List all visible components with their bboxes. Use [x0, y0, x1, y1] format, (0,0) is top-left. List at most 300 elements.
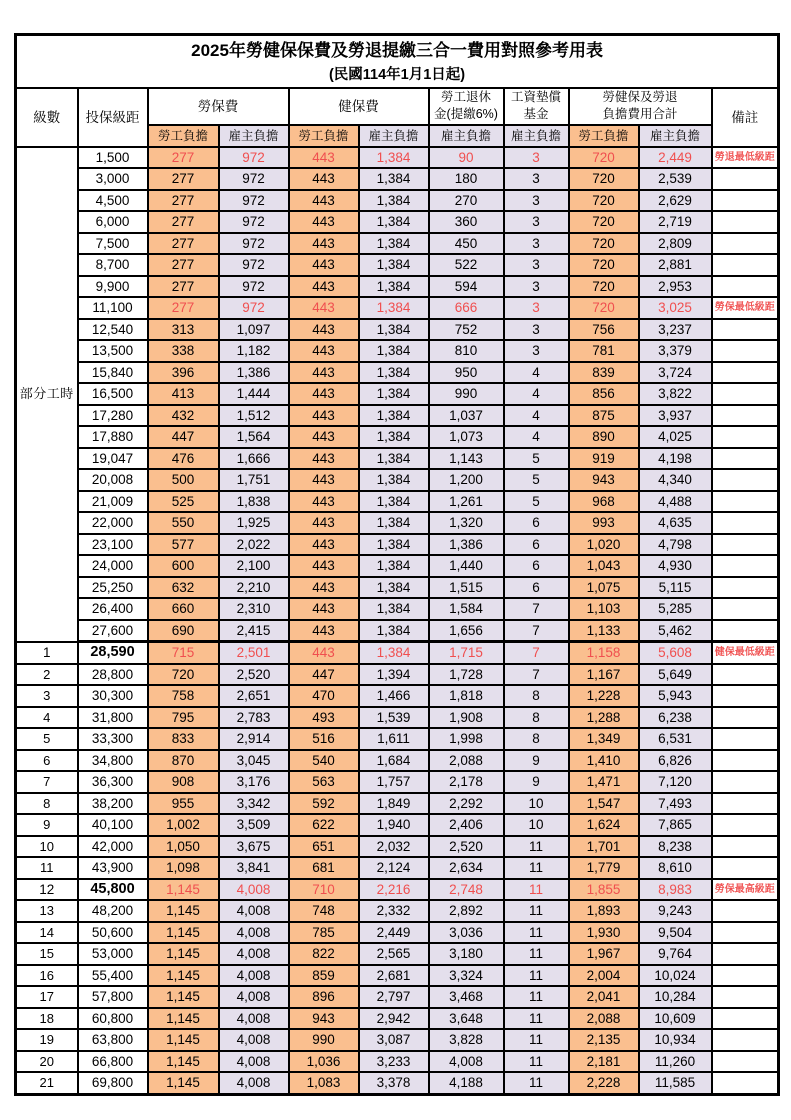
labor-employer-cell: 2,914	[219, 728, 289, 750]
total-employee-cell: 839	[569, 362, 639, 384]
health-employee-cell: 443	[289, 491, 359, 513]
bracket-cell: 12,540	[78, 319, 148, 341]
labor-employee-cell: 447	[148, 426, 219, 448]
labor-employee-cell: 833	[148, 728, 219, 750]
bracket-cell: 19,047	[78, 448, 148, 470]
table-row	[16, 879, 779, 901]
col-header-total	[569, 88, 712, 125]
total-employee-cell: 875	[569, 405, 639, 427]
remark-cell	[712, 900, 779, 922]
total-employee-cell: 968	[569, 491, 639, 513]
total-employer-cell: 4,025	[639, 426, 712, 448]
pension-employer-cell: 2,520	[429, 836, 504, 858]
labor-employee-cell: 632	[148, 577, 219, 599]
wage-fund-employer-cell: 8	[504, 728, 569, 750]
total-employer-cell: 5,649	[639, 664, 712, 686]
bracket-cell: 48,200	[78, 900, 148, 922]
group-header-row	[16, 88, 779, 125]
pension-employer-cell: 4,008	[429, 1051, 504, 1073]
health-employer-cell: 1,384	[359, 469, 429, 491]
total-employee-cell: 1,158	[569, 642, 639, 664]
pension-employer-cell: 1,728	[429, 664, 504, 686]
level-cell: 6	[16, 750, 78, 772]
bracket-cell: 57,800	[78, 986, 148, 1008]
table-row	[16, 1008, 779, 1030]
bracket-cell: 24,000	[78, 555, 148, 577]
labor-employee-cell: 1,145	[148, 879, 219, 901]
total-employee-cell: 1,075	[569, 577, 639, 599]
remark-cell	[712, 405, 779, 427]
table-header	[16, 35, 779, 147]
level-cell: 16	[16, 965, 78, 987]
total-employer-cell: 3,379	[639, 340, 712, 362]
pension-employer-cell: 2,292	[429, 793, 504, 815]
pension-employer-cell: 1,908	[429, 707, 504, 729]
health-employer-cell: 1,384	[359, 233, 429, 255]
wage-fund-employer-cell: 6	[504, 555, 569, 577]
wage-fund-employer-cell: 11	[504, 1072, 569, 1094]
bracket-cell: 28,590	[78, 642, 148, 664]
labor-employee-cell: 795	[148, 707, 219, 729]
labor-employer-cell: 972	[219, 211, 289, 233]
total-employee-cell: 1,103	[569, 598, 639, 620]
table-row	[16, 750, 779, 772]
bracket-cell: 38,200	[78, 793, 148, 815]
health-employee-cell: 748	[289, 900, 359, 922]
total-employee-cell: 919	[569, 448, 639, 470]
total-employee-cell: 2,004	[569, 965, 639, 987]
wage-fund-employer-cell: 3	[504, 254, 569, 276]
pension-label-line1: 勞工退休	[440, 90, 491, 104]
health-employee-cell: 1,083	[289, 1072, 359, 1094]
total-employee-cell: 720	[569, 168, 639, 190]
labor-employee-cell: 1,145	[148, 1051, 219, 1073]
wage-fund-label-line2: 基金	[523, 107, 549, 121]
table-row	[16, 707, 779, 729]
table-row	[16, 319, 779, 341]
total-employer-cell: 2,881	[639, 254, 712, 276]
pension-label-line2: 金(提繳6%)	[434, 107, 498, 121]
level-cell: 9	[16, 814, 78, 836]
wage-fund-employer-cell: 6	[504, 534, 569, 556]
total-employer-cell: 2,629	[639, 190, 712, 212]
health-employee-cell: 443	[289, 233, 359, 255]
col-header-pension	[429, 88, 504, 125]
table-row	[16, 965, 779, 987]
labor-employee-cell: 715	[148, 642, 219, 664]
labor-employee-cell: 1,145	[148, 922, 219, 944]
pension-employer-cell: 2,634	[429, 857, 504, 879]
wage-fund-employer-cell: 11	[504, 857, 569, 879]
remark-cell	[712, 448, 779, 470]
remark-cell	[712, 319, 779, 341]
title-cell	[16, 35, 779, 88]
table-row	[16, 793, 779, 815]
remark-cell	[712, 836, 779, 858]
health-employee-cell: 443	[289, 362, 359, 384]
health-employee-cell: 540	[289, 750, 359, 772]
remark-cell	[712, 750, 779, 772]
total-employer-cell: 4,930	[639, 555, 712, 577]
total-employer-cell: 3,237	[639, 319, 712, 341]
labor-employer-cell: 972	[219, 147, 289, 169]
col-header-labor-insurance: 勞保費	[148, 88, 289, 125]
level-cell: 5	[16, 728, 78, 750]
table-row	[16, 448, 779, 470]
level-cell: 14	[16, 922, 78, 944]
pension-employer-cell: 1,440	[429, 555, 504, 577]
bracket-cell: 43,900	[78, 857, 148, 879]
pension-employer-cell: 1,143	[429, 448, 504, 470]
level-cell: 20	[16, 1051, 78, 1073]
labor-employer-cell: 972	[219, 254, 289, 276]
labor-employee-cell: 432	[148, 405, 219, 427]
remark-cell	[712, 512, 779, 534]
wage-fund-employer-cell: 4	[504, 383, 569, 405]
table-row	[16, 642, 779, 664]
labor-employer-cell: 3,176	[219, 771, 289, 793]
wage-fund-employer-cell: 3	[504, 211, 569, 233]
total-employer-cell: 11,585	[639, 1072, 712, 1094]
labor-employee-cell: 1,145	[148, 1072, 219, 1094]
labor-employer-cell: 1,097	[219, 319, 289, 341]
bracket-cell: 42,000	[78, 836, 148, 858]
total-employee-cell: 720	[569, 211, 639, 233]
labor-employer-cell: 1,751	[219, 469, 289, 491]
level-cell: 12	[16, 879, 78, 901]
labor-employee-cell: 1,145	[148, 943, 219, 965]
labor-employee-cell: 1,098	[148, 857, 219, 879]
labor-employer-cell: 2,022	[219, 534, 289, 556]
col-header-bracket: 投保級距	[78, 88, 148, 147]
part-time-group-cell: 部分工時	[16, 147, 78, 642]
health-employee-cell: 443	[289, 620, 359, 642]
health-employer-cell: 1,384	[359, 405, 429, 427]
total-employer-cell: 2,449	[639, 147, 712, 169]
pension-employer-cell: 594	[429, 276, 504, 298]
health-employee-cell: 651	[289, 836, 359, 858]
health-employee-cell: 443	[289, 211, 359, 233]
health-employee-cell: 622	[289, 814, 359, 836]
remark-cell	[712, 534, 779, 556]
health-employer-cell: 1,384	[359, 555, 429, 577]
health-employee-cell: 443	[289, 254, 359, 276]
health-employee-cell: 443	[289, 426, 359, 448]
pension-employer-cell: 1,998	[429, 728, 504, 750]
total-employer-cell: 5,115	[639, 577, 712, 599]
labor-employee-cell: 396	[148, 362, 219, 384]
health-employee-cell: 592	[289, 793, 359, 815]
remark-cell	[712, 1051, 779, 1073]
health-employee-cell: 443	[289, 448, 359, 470]
pension-employer-cell: 360	[429, 211, 504, 233]
health-employer-cell: 1,757	[359, 771, 429, 793]
total-employee-cell: 781	[569, 340, 639, 362]
total-employee-cell: 1,167	[569, 664, 639, 686]
health-employee-cell: 443	[289, 577, 359, 599]
health-employee-cell: 447	[289, 664, 359, 686]
wage-fund-employer-cell: 6	[504, 512, 569, 534]
remark-cell	[712, 168, 779, 190]
health-employee-cell: 443	[289, 340, 359, 362]
wage-fund-employer-cell: 11	[504, 1008, 569, 1030]
table-row	[16, 685, 779, 707]
labor-employee-cell: 277	[148, 168, 219, 190]
total-employee-cell: 1,701	[569, 836, 639, 858]
health-employee-cell: 443	[289, 642, 359, 664]
wage-fund-employer-cell: 4	[504, 362, 569, 384]
total-employer-cell: 4,488	[639, 491, 712, 513]
health-employer-cell: 1,384	[359, 491, 429, 513]
health-employer-cell: 1,684	[359, 750, 429, 772]
labor-employee-cell: 1,145	[148, 965, 219, 987]
table-row	[16, 426, 779, 448]
total-employee-cell: 720	[569, 190, 639, 212]
sub-header-health-employer: 雇主負擔	[359, 125, 429, 147]
pension-employer-cell: 1,073	[429, 426, 504, 448]
remark-cell	[712, 965, 779, 987]
remark-cell	[712, 986, 779, 1008]
table-body	[16, 147, 779, 1095]
bracket-cell: 34,800	[78, 750, 148, 772]
level-cell: 17	[16, 986, 78, 1008]
table-row	[16, 168, 779, 190]
table-row	[16, 276, 779, 298]
remark-cell: 勞退最低級距	[712, 147, 779, 169]
wage-fund-employer-cell: 3	[504, 147, 569, 169]
table-row	[16, 555, 779, 577]
labor-employer-cell: 2,100	[219, 555, 289, 577]
labor-employee-cell: 690	[148, 620, 219, 642]
bracket-cell: 40,100	[78, 814, 148, 836]
health-employee-cell: 443	[289, 598, 359, 620]
total-employee-cell: 1,410	[569, 750, 639, 772]
health-employer-cell: 1,384	[359, 577, 429, 599]
table-row	[16, 814, 779, 836]
level-cell: 18	[16, 1008, 78, 1030]
table-row	[16, 512, 779, 534]
total-employer-cell: 4,635	[639, 512, 712, 534]
labor-employer-cell: 972	[219, 168, 289, 190]
pension-employer-cell: 810	[429, 340, 504, 362]
remark-cell	[712, 426, 779, 448]
table-row	[16, 534, 779, 556]
remark-cell	[712, 1072, 779, 1094]
pension-employer-cell: 4,188	[429, 1072, 504, 1094]
wage-fund-employer-cell: 7	[504, 620, 569, 642]
health-employer-cell: 1,466	[359, 685, 429, 707]
sub-header-labor-employee: 勞工負擔	[148, 125, 219, 147]
bracket-cell: 4,500	[78, 190, 148, 212]
labor-employee-cell: 720	[148, 664, 219, 686]
bracket-cell: 21,009	[78, 491, 148, 513]
bracket-cell: 27,600	[78, 620, 148, 642]
bracket-cell: 17,280	[78, 405, 148, 427]
labor-employee-cell: 525	[148, 491, 219, 513]
total-employer-cell: 5,285	[639, 598, 712, 620]
remark-cell	[712, 943, 779, 965]
pension-employer-cell: 666	[429, 297, 504, 319]
total-employer-cell: 8,983	[639, 879, 712, 901]
labor-employer-cell: 1,444	[219, 383, 289, 405]
health-employer-cell: 2,216	[359, 879, 429, 901]
table-row	[16, 233, 779, 255]
total-employee-cell: 2,135	[569, 1029, 639, 1051]
table-row	[16, 190, 779, 212]
page-subtitle: (民國114年1月1日起)	[328, 66, 466, 83]
bracket-cell: 9,900	[78, 276, 148, 298]
labor-employer-cell: 2,501	[219, 642, 289, 664]
col-header-remark: 備註	[712, 88, 779, 147]
pension-employer-cell: 1,515	[429, 577, 504, 599]
table-row	[16, 620, 779, 642]
labor-employer-cell: 1,512	[219, 405, 289, 427]
remark-cell	[712, 664, 779, 686]
pension-employer-cell: 3,324	[429, 965, 504, 987]
table-row	[16, 1051, 779, 1073]
wage-fund-employer-cell: 5	[504, 448, 569, 470]
total-employee-cell: 1,228	[569, 685, 639, 707]
level-cell: 13	[16, 900, 78, 922]
table-row	[16, 857, 779, 879]
col-header-wage-fund	[504, 88, 569, 125]
labor-employee-cell: 577	[148, 534, 219, 556]
wage-fund-employer-cell: 8	[504, 707, 569, 729]
wage-fund-employer-cell: 3	[504, 297, 569, 319]
pension-employer-cell: 1,386	[429, 534, 504, 556]
pension-employer-cell: 3,036	[429, 922, 504, 944]
health-employer-cell: 1,384	[359, 340, 429, 362]
bracket-cell: 22,000	[78, 512, 148, 534]
table-row	[16, 728, 779, 750]
total-employer-cell: 9,504	[639, 922, 712, 944]
total-employee-cell: 720	[569, 147, 639, 169]
wage-fund-employer-cell: 4	[504, 405, 569, 427]
total-employee-cell: 1,349	[569, 728, 639, 750]
wage-fund-employer-cell: 3	[504, 190, 569, 212]
bracket-cell: 17,880	[78, 426, 148, 448]
bracket-cell: 6,000	[78, 211, 148, 233]
wage-fund-employer-cell: 10	[504, 793, 569, 815]
pension-employer-cell: 3,648	[429, 1008, 504, 1030]
wage-fund-employer-cell: 3	[504, 340, 569, 362]
health-employer-cell: 2,332	[359, 900, 429, 922]
level-cell: 2	[16, 664, 78, 686]
health-employee-cell: 859	[289, 965, 359, 987]
health-employer-cell: 1,384	[359, 534, 429, 556]
total-employer-cell: 5,943	[639, 685, 712, 707]
total-employee-cell: 890	[569, 426, 639, 448]
total-employer-cell: 4,798	[639, 534, 712, 556]
sub-header-health-employee: 勞工負擔	[289, 125, 359, 147]
total-employer-cell: 4,340	[639, 469, 712, 491]
wage-fund-employer-cell: 9	[504, 771, 569, 793]
wage-fund-employer-cell: 11	[504, 922, 569, 944]
wage-fund-employer-cell: 10	[504, 814, 569, 836]
total-employee-cell: 2,181	[569, 1051, 639, 1073]
health-employer-cell: 2,032	[359, 836, 429, 858]
health-employee-cell: 443	[289, 168, 359, 190]
health-employer-cell: 3,233	[359, 1051, 429, 1073]
level-cell: 3	[16, 685, 78, 707]
health-employee-cell: 785	[289, 922, 359, 944]
remark-cell: 勞保最高級距	[712, 879, 779, 901]
table-row	[16, 469, 779, 491]
bracket-cell: 16,500	[78, 383, 148, 405]
health-employee-cell: 470	[289, 685, 359, 707]
pension-employer-cell: 522	[429, 254, 504, 276]
labor-employer-cell: 4,008	[219, 1051, 289, 1073]
bracket-cell: 50,600	[78, 922, 148, 944]
labor-employer-cell: 4,008	[219, 879, 289, 901]
bracket-cell: 60,800	[78, 1008, 148, 1030]
wage-fund-employer-cell: 7	[504, 598, 569, 620]
labor-employer-cell: 4,008	[219, 1029, 289, 1051]
col-header-health-insurance: 健保費	[289, 88, 429, 125]
health-employer-cell: 1,384	[359, 190, 429, 212]
health-employee-cell: 443	[289, 405, 359, 427]
health-employee-cell: 1,036	[289, 1051, 359, 1073]
wage-fund-employer-cell: 6	[504, 577, 569, 599]
health-employer-cell: 1,384	[359, 642, 429, 664]
total-employee-cell: 720	[569, 254, 639, 276]
remark-cell	[712, 685, 779, 707]
labor-employee-cell: 277	[148, 254, 219, 276]
health-employee-cell: 443	[289, 383, 359, 405]
remark-cell	[712, 276, 779, 298]
total-employer-cell: 10,024	[639, 965, 712, 987]
wage-fund-employer-cell: 5	[504, 469, 569, 491]
remark-cell	[712, 190, 779, 212]
remark-cell	[712, 254, 779, 276]
remark-cell	[712, 1029, 779, 1051]
health-employer-cell: 1,384	[359, 620, 429, 642]
pension-employer-cell: 1,656	[429, 620, 504, 642]
table-row	[16, 254, 779, 276]
labor-employer-cell: 972	[219, 190, 289, 212]
health-employer-cell: 1,384	[359, 297, 429, 319]
bracket-cell: 23,100	[78, 534, 148, 556]
table-row	[16, 986, 779, 1008]
total-employer-cell: 4,198	[639, 448, 712, 470]
level-cell: 21	[16, 1072, 78, 1094]
remark-cell	[712, 491, 779, 513]
total-employer-cell: 11,260	[639, 1051, 712, 1073]
remark-cell	[712, 598, 779, 620]
remark-cell	[712, 620, 779, 642]
total-employer-cell: 6,826	[639, 750, 712, 772]
health-employer-cell: 2,565	[359, 943, 429, 965]
level-cell: 19	[16, 1029, 78, 1051]
health-employee-cell: 443	[289, 319, 359, 341]
total-employee-cell: 720	[569, 276, 639, 298]
total-employer-cell: 2,809	[639, 233, 712, 255]
labor-employer-cell: 3,841	[219, 857, 289, 879]
pension-employer-cell: 1,261	[429, 491, 504, 513]
labor-employee-cell: 908	[148, 771, 219, 793]
health-employer-cell: 1,394	[359, 664, 429, 686]
bracket-cell: 45,800	[78, 879, 148, 901]
total-employee-cell: 720	[569, 233, 639, 255]
total-employee-cell: 1,133	[569, 620, 639, 642]
remark-cell	[712, 233, 779, 255]
pension-employer-cell: 90	[429, 147, 504, 169]
table-row	[16, 1029, 779, 1051]
health-employer-cell: 2,449	[359, 922, 429, 944]
pension-employer-cell: 1,715	[429, 642, 504, 664]
labor-employer-cell: 2,520	[219, 664, 289, 686]
labor-employer-cell: 4,008	[219, 986, 289, 1008]
